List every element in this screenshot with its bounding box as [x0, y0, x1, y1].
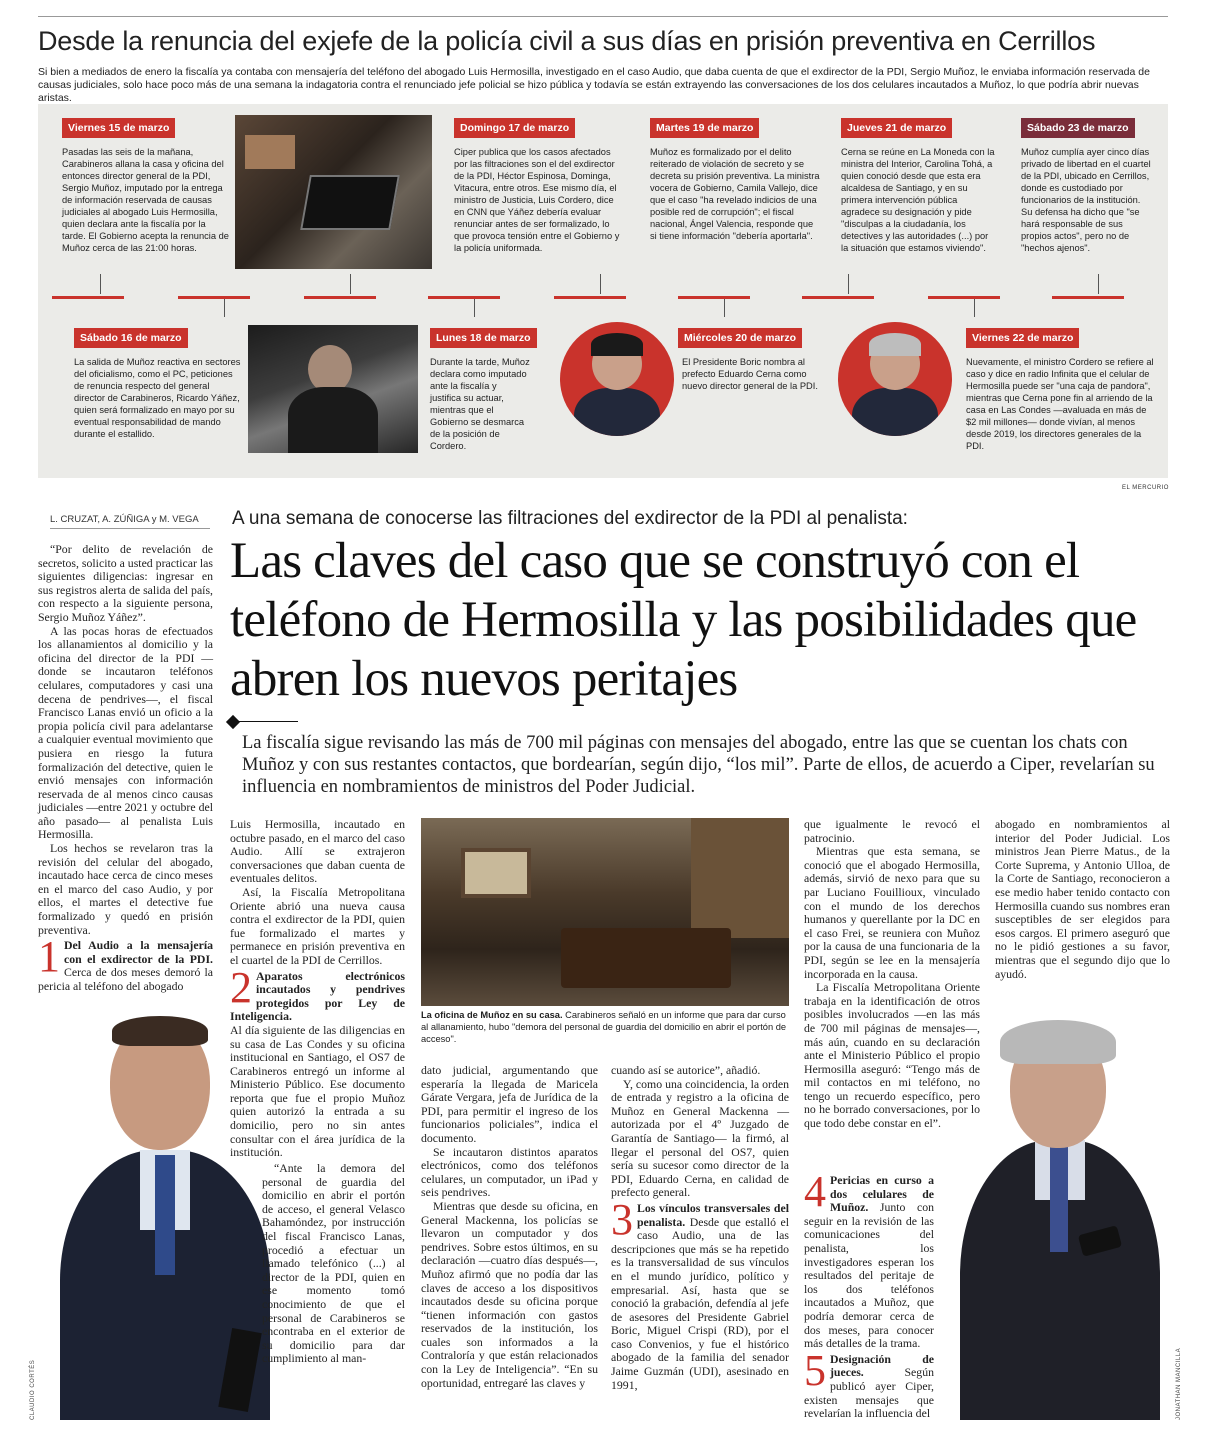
photo-hermosilla: [940, 990, 1170, 1420]
paragraph: A las pocas horas de efectuados los allanamientos al domicilio y la oficina del director de la PDI —donde se incautaron teléfonos celulares, computadores y casi una decena de pendrives—, el fiscal Francisco Lanas envió un oficio a la propia policía civil para adelantarse a cualquier eventual movimiento que pusiera en riesgo la futura formalización del detective, quien le envió mensajes con información reservada de al menos cinco causas judiciales —entre 2021 y octubre del año pasado— al penalista Luis Hermosilla.: [38, 623, 213, 842]
timeline-segment: [1052, 296, 1124, 299]
section-number: 2: [230, 962, 252, 1012]
date-tag-7: Jueves 21 de marzo: [841, 118, 952, 138]
date-tag-6: Miércoles 20 de marzo: [678, 328, 802, 348]
section-heading: Aparatos electrónicos incautados y pendrives protegidos por Ley de Inteligencia.: [230, 968, 405, 1024]
paragraph: Cerca de dos meses demoró la pericia al teléfono del abogado: [38, 965, 213, 993]
timeline-segment: [428, 296, 500, 299]
paragraph: Y, como una coincidencia, la orden de entrada y registro a la oficina de Muñoz en General Mackenna —autorizada por el 4º Juzgado de Garantía de Santiago— la firmó, al llegar el personal del OS7, quien sería su sucesor como director de la PDI, Eduardo Cerna, en calidad de prefecto general.: [611, 1076, 789, 1200]
photo-caption: [421, 1009, 789, 1045]
timeline-box: [38, 104, 1168, 478]
deck: La fiscalía sigue revisando las más de 700 mil páginas con mensajes del abogado, entre las que se cuentan los chats con Muñoz y con sus restantes contactos, que bordearían, según dijo, “los mil”. Parte de ellos, de acuerdo a Ciper, revelarían su influencia en nombramientos de ministros del Poder Judicial.: [242, 733, 1155, 797]
paragraph: La Fiscalía Metropolitana Oriente trabaja en la identificación de otros posibles involucrados —en las más de 700 mil páginas de mensajes—, más aún, cuando en su declaración ante el Ministerio Público el propio Hermosilla aseguró: “Tengo más de mil contactos en mi teléfono, no tengo un recuerdo específico, pero no he borrado conversaciones, por lo que todo debe constar en el”.: [804, 980, 980, 1131]
portrait-cordero: [838, 322, 952, 436]
column-6: [995, 818, 1170, 981]
timeline-segment: [678, 296, 750, 299]
date-tag-3: Domingo 17 de marzo: [454, 118, 575, 138]
timeline-tick: [724, 299, 725, 317]
paragraph: cuando así se autorice”, añadió.: [611, 1063, 761, 1077]
paragraph: abogado en nombramientos al interior del Poder Judicial. Los ministros Jean Pierre Matus., de la Corte Suprema, y Antonio Ulloa, de la Corte de Santiago, reconocieron a ese medio haber tenido contacto con Hermosilla cuando sus nombres eran susceptibles de ser elegidos para esos cargos. El primero aseguró que no le pidió gestiones a su favor, mientras que el segundo dijo que lo ayudó.: [995, 817, 1170, 981]
section-heading: Los vínculos transversales del penalista.: [637, 1200, 789, 1229]
event-text-3: Ciper publica que los casos afectados por las filtraciones son el del exdirector de la PDI, Héctor Espinosa, Dominga, Vitacura, entre otros. Ese mismo día, el ministro de Justicia, Luis Cordero, dice en CNN que Yáñez debería evaluar renunciar antes de ser formalizado, lo que provoca tensión entre el Gobierno y la policía uniformada.: [454, 147, 620, 253]
paragraph: “Por delito de revelación de secretos, solicito a usted practicar las siguientes diligencias: ingresar en sus registros alerta de salida del país, con respecto a la siguiente persona, Sergio Muñoz Yáñez”.: [38, 542, 213, 624]
headline: Las claves del caso que se construyó con el teléfono de Hermosilla y las posibilidades que abren los nuevos peritajes: [230, 533, 1137, 707]
photo-car: [248, 325, 418, 453]
timeline-tick: [848, 274, 849, 294]
timeline-segment: [554, 296, 626, 299]
portrait-cerna: [560, 322, 674, 436]
event-text-6: El Presidente Boric nombra al prefecto Eduardo Cerna como nuevo director general de la PDI.: [682, 357, 818, 391]
timeline-tick: [100, 274, 101, 294]
column-2-quote: [262, 1162, 405, 1366]
caption-lead: La oficina de Muñoz en su casa.: [421, 1010, 563, 1020]
event-text-1: Pasadas las seis de la mañana, Carabineros allana la casa y oficina del entonces director general de la PDI, Sergio Muñoz, imputado por la entrega de información reservada de causas judiciales al abogado Luis Hermosilla, quien declara ante la fiscalía por la tarde. El Gobierno acepta la renuncia de Muñoz cerca de las 21:00 horas.: [62, 147, 229, 253]
event-text-9: Muñoz cumplía ayer cinco días privado de libertad en el cuartel de la PDI, ubicado en Cerrillos, donde es custodiado por funcionarios de la institución. Su defensa ha dicho que "se hará responsable de sus propios actos", pero no de "hechos ajenos".: [1021, 147, 1151, 253]
paragraph: Según publicó ayer Ciper, existen mensajes que revelarían la influencia del: [804, 1365, 934, 1421]
paragraph: que igualmente le revocó el patrocinio.: [804, 817, 980, 845]
timeline-tick: [474, 299, 475, 317]
date-tag-9: Sábado 23 de marzo: [1021, 118, 1135, 138]
paragraph: Se incautaron distintos aparatos electrónicos, como dos teléfonos celulares, un computador, un iPad y seis pendrives.: [421, 1144, 598, 1200]
paragraph: Desde que estalló el caso Audio, una de las descripciones que más se ha repetido es la transversalidad de sus vínculos en el mundo jurídico, político y empresarial. Así, hasta que se conoció la grabación, defendía al jefe de asesores del Presidente Gabriel Boric, Miguel Crispi (RD), por el caso Convenios, y fue el histórico abogado de la familia del senador Jaime Guzmán (UDI), asesinado en 1991,: [611, 1214, 789, 1392]
photo-office: [421, 818, 789, 1006]
section-heading: Del Audio a la mensajería con el exdirector de la PDI.: [64, 938, 213, 966]
date-tag-5: Martes 19 de marzo: [650, 118, 759, 138]
paragraph: Mientras que desde su oficina, en General Mackenna, los policías se llevaron un computador y dos pendrives. Sobre estos últimos, en su declaración —cuatro días después—, Muñoz afirmó que no podía dar las claves de acceso a los dispositivos incautados desde su oficina porque “tienen información con gastos reservados de la institución, los cuales son informados a la Contraloría y que están relacionados con la Ley de Inteligencia”. “En su oportunidad, entregaré las claves y: [421, 1198, 598, 1390]
paragraph: Los hechos se revelaron tras la revisión del celular del abogado, incautado hace cerca de cinco meses en el marco del caso Audio, y por ellos, el martes el detective fue formalizado y quedó en prisión preventiva.: [38, 841, 213, 937]
paragraph: dato judicial, argumentando que esperaría la llegada de Maricela Gárate Vergara, jefa de Jurídica de la PDI, para permitir el ingreso de los funcionarios policiales”, indica el documento.: [421, 1063, 598, 1145]
timeline-intro: Si bien a mediados de enero la fiscalía ya contaba con mensajería del teléfono del abogado Luis Hermosilla, investigado en el caso Audio, que daba cuenta de que el exdirector de la PDI, Sergio Muñoz, le enviaba información reservada de causas judiciales, solo hace poco más de una semana la indagatoria contra el renunciado jefe policial se hizo pública y todavía se están extrayendo las conversaciones de los dos celulares incautados a Muñoz, lo que podría abrir nuevas aristas.: [38, 66, 1150, 104]
column-4: [611, 1064, 789, 1392]
date-tag-1: Viernes 15 de marzo: [62, 118, 175, 138]
section-heading: Pericias en curso a dos celulares de Muñoz.: [830, 1173, 934, 1215]
timeline-tick: [974, 299, 975, 317]
date-tag-4: Lunes 18 de marzo: [430, 328, 537, 348]
section-number: 3: [611, 1194, 633, 1244]
column-3: [421, 1064, 598, 1390]
timeline-segment: [802, 296, 874, 299]
byline: L. CRUZAT, A. ZÚÑIGA y M. VEGA: [50, 514, 199, 525]
date-tag-2: Sábado 16 de marzo: [74, 328, 188, 348]
event-text-2: La salida de Muñoz reactiva en sectores del oficialismo, como el PC, peticiones de renuncia respecto del general director de Carabineros, Ricardo Yáñez, quien será formalizado en mayo por su eventual responsabilidad de mando durante el estallido.: [74, 357, 241, 439]
section-number: 5: [804, 1345, 826, 1395]
event-text-4: Durante la tarde, Muñoz declara como imputado ante la fiscalía y justifica su actuar, mientras que el Gobierno se desmarca de la posición de Cordero.: [430, 357, 530, 451]
timeline-segment: [52, 296, 124, 299]
bullet-icon: [226, 715, 240, 729]
timeline-tick: [600, 274, 601, 294]
paragraph: Así, la Fiscalía Metropolitana Oriente abrió una nueva causa contra el exdirector de la PDI, quien fue formalizado el martes y permanece en prisión preventiva en el cuartel de la PDI de Cerrillos.: [230, 884, 405, 967]
section-heading: Designación de jueces.: [830, 1351, 934, 1380]
bullet-rule: [238, 721, 298, 722]
photo-credit-left: CLAUDIO CORTÉS: [30, 1359, 36, 1420]
byline-rule: [50, 528, 210, 529]
paragraph: Junto con seguir en la revisión de las comunicaciones del penalista, los investigadores esperan los resultados del peritaje de los dos teléfonos incautados a Muñoz, que podría demorar cerca de dos meses, para conocer más detalles de la trama.: [804, 1200, 934, 1351]
date-tag-8: Viernes 22 de marzo: [966, 328, 1079, 348]
photo-office-raid: [235, 115, 432, 269]
timeline-tick: [224, 299, 225, 317]
column-1: [38, 543, 213, 994]
photo-credit-right: JONATHAN MANCILLA: [1176, 1347, 1182, 1420]
paragraph: “Ante la demora del personal de guardia del domicilio en abrir el portón de acceso, el general Velasco Bahamóndez, por instrucción del fiscal Francisco Lanas, procedió a efectuar un llamado telefónico (...) al director de la PDI, quien en ese momento tomó conocimiento de que el personal de Carabineros se encontraba en el exterior de su domicilio para dar cumplimiento al man-: [262, 1161, 405, 1366]
graphic-credit: EL MERCURIO: [1122, 485, 1169, 491]
section-number: 4: [804, 1167, 826, 1216]
event-text-8: Nuevamente, el ministro Cordero se refiere al caso y dice en radio Infinita que el celular de Hermosilla puede ser "una caja de pandora", mientras que Cerna pone fin al arriendo de la casa en Las Condes —avaluada en más de $2 mil millones— donde vivían, al menos desde 2019, los directores generales de la PDI.: [966, 357, 1154, 451]
section-number: 1: [38, 932, 60, 982]
column-2: [230, 818, 405, 1160]
paragraph: Mientras que esta semana, se conoció que el abogado Hermosilla, además, sirvió de nexo para que su par Luciano Fouillioux, vinculado con el mundo de los derechos humanos y querellante por la DC en el caso Frei, se reuniera con Muñoz por la causa de una funcionaria de la PDI, según se lee en la mensajería incorporada en la causa.: [804, 844, 980, 981]
event-text-5: Muñoz es formalizado por el delito reiterado de violación de secreto y se decreta su prisión preventiva. La ministra vocera de Gobierno, Camila Vallejo, dice que el caso "ha revelado indicios de una posible red de corrupción"; el fiscal nacional, Ángel Valencia, responde que si tiene información "debería aportarla".: [650, 147, 820, 241]
timeline-segment: [928, 296, 1000, 299]
column-5-lower: [804, 1167, 934, 1421]
timeline-title: Desde la renuncia del exjefe de la policía civil a sus días en prisión preventiva en Cerrillos: [38, 26, 1096, 56]
caption-text: Carabineros señaló en un informe que para dar curso al allanamiento, hubo "demora del personal de guardia del domicilio en abrir el portón de acceso".: [421, 1010, 787, 1044]
top-rule: [38, 16, 1168, 17]
timeline-segment: [178, 296, 250, 299]
timeline-tick: [350, 274, 351, 294]
paragraph: Luis Hermosilla, incautado en octubre pasado, en el marco del caso Audio. Allí se extrajeron conversaciones que daban cuenta de eventuales delitos.: [230, 817, 405, 886]
paragraph: Al día siguiente de las diligencias en su casa de Las Condes y su oficina institucional en Santiago, el OS7 de Carabineros entregó un informe al Ministerio Público. Ese documento reporta que fue el propio Muñoz quien autorizó la entrada a su domicilio, pero no sin antes consultar con el área jurídica de la institución.: [230, 1022, 405, 1160]
timeline-tick: [1098, 274, 1099, 294]
event-text-7: Cerna se reúne en La Moneda con la ministra del Interior, Carolina Tohá, a quien conoció desde que esta era alcaldesa de Santiago, y en su primera intervención pública agradece su designación y pide "disculpas a la ciudadanía, los detectives y las autoridades (...) por la situación que estamos viviendo".: [841, 147, 995, 253]
timeline-segment: [304, 296, 376, 299]
kicker: A una semana de conocerse las filtraciones del exdirector de la PDI al penalista:: [232, 508, 908, 529]
